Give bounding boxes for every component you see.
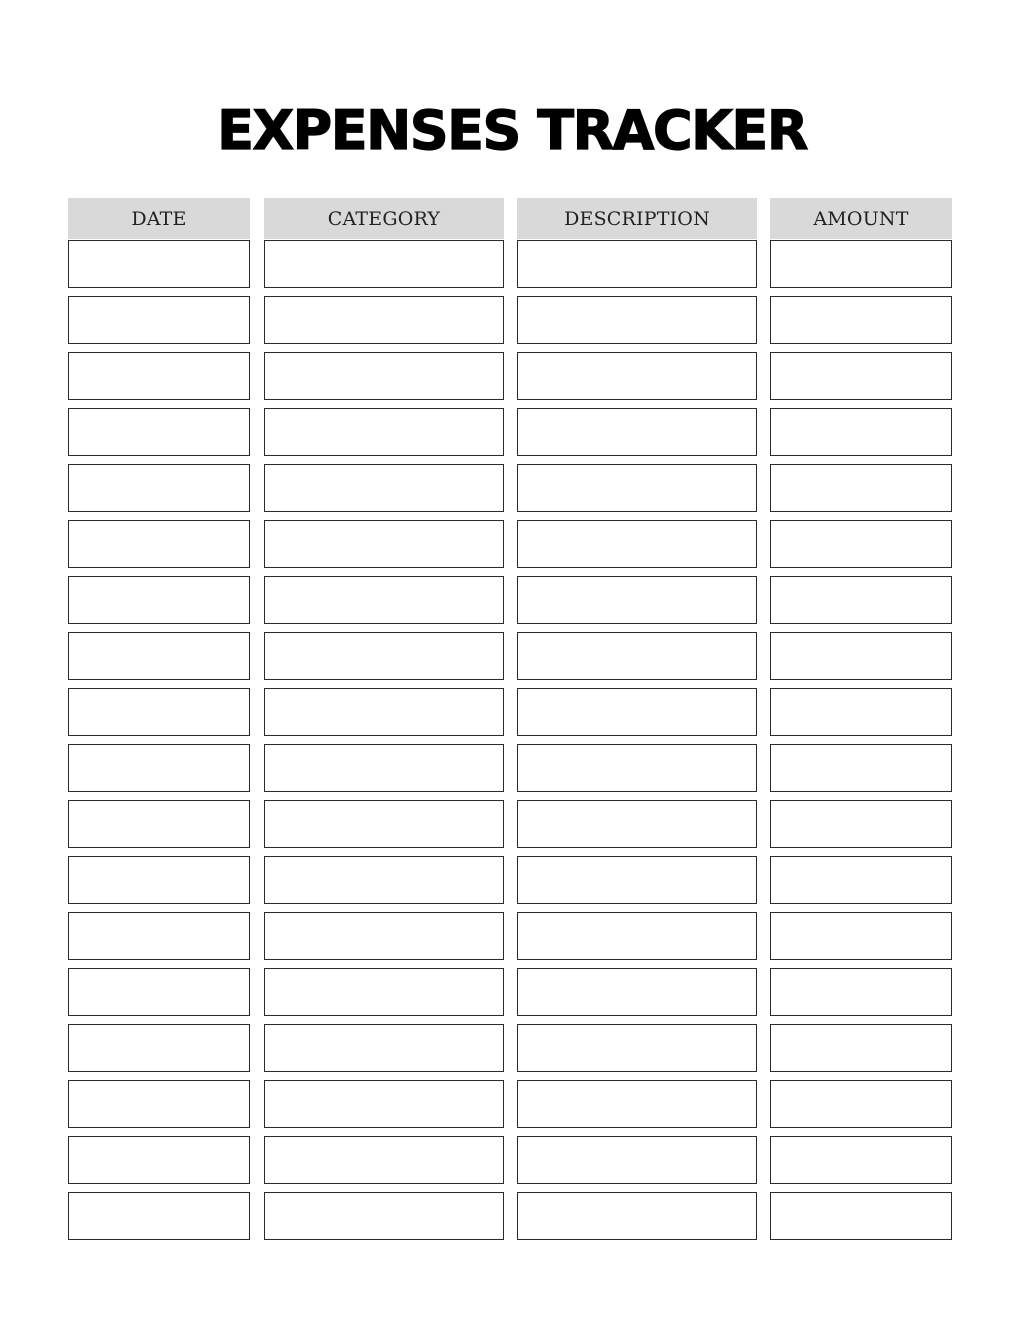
amount-entry-field[interactable]	[770, 688, 952, 736]
description-entry-field[interactable]	[517, 576, 757, 624]
description-entry-field[interactable]	[517, 856, 757, 904]
description-entry-field[interactable]	[517, 1192, 757, 1240]
amount-entry-field[interactable]	[770, 632, 952, 680]
category-entry-field[interactable]	[264, 408, 504, 456]
amount-entry-field[interactable]	[770, 968, 952, 1016]
category-entry-field[interactable]	[264, 240, 504, 288]
column-cells-category	[264, 240, 504, 1240]
date-entry-field[interactable]	[68, 632, 250, 680]
amount-entry-field[interactable]	[770, 856, 952, 904]
amount-entry-field[interactable]	[770, 744, 952, 792]
description-entry-field[interactable]	[517, 632, 757, 680]
date-entry-field[interactable]	[68, 800, 250, 848]
category-entry-field[interactable]	[264, 856, 504, 904]
category-entry-field[interactable]	[264, 520, 504, 568]
category-entry-field[interactable]	[264, 576, 504, 624]
description-entry-field[interactable]	[517, 688, 757, 736]
date-entry-field[interactable]	[68, 1192, 250, 1240]
date-entry-field[interactable]	[68, 240, 250, 288]
description-entry-field[interactable]	[517, 800, 757, 848]
date-entry-field[interactable]	[68, 352, 250, 400]
amount-entry-field[interactable]	[770, 1080, 952, 1128]
category-entry-field[interactable]	[264, 1080, 504, 1128]
column-category	[264, 198, 504, 1248]
date-entry-field[interactable]	[68, 1080, 250, 1128]
date-entry-field[interactable]	[68, 912, 250, 960]
description-entry-field[interactable]	[517, 1136, 757, 1184]
description-entry-field[interactable]	[517, 352, 757, 400]
description-entry-field[interactable]	[517, 240, 757, 288]
description-entry-field[interactable]	[517, 520, 757, 568]
description-entry-field[interactable]	[517, 296, 757, 344]
date-entry-field[interactable]	[68, 744, 250, 792]
column-cells-amount	[770, 240, 952, 1240]
column-description	[517, 198, 757, 1248]
column-header-description: DESCRIPTION	[517, 198, 757, 239]
amount-entry-field[interactable]	[770, 352, 952, 400]
amount-entry-field[interactable]	[770, 296, 952, 344]
description-entry-field[interactable]	[517, 1080, 757, 1128]
column-cells-date	[68, 240, 250, 1240]
description-entry-field[interactable]	[517, 968, 757, 1016]
description-entry-field[interactable]	[517, 408, 757, 456]
amount-entry-field[interactable]	[770, 464, 952, 512]
amount-entry-field[interactable]	[770, 912, 952, 960]
category-entry-field[interactable]	[264, 464, 504, 512]
date-entry-field[interactable]	[68, 1024, 250, 1072]
date-entry-field[interactable]	[68, 1136, 250, 1184]
category-entry-field[interactable]	[264, 800, 504, 848]
amount-entry-field[interactable]	[770, 408, 952, 456]
category-entry-field[interactable]	[264, 1192, 504, 1240]
column-header-category: CATEGORY	[264, 198, 504, 239]
amount-entry-field[interactable]	[770, 800, 952, 848]
page-title: EXPENSES TRACKER	[217, 99, 807, 162]
category-entry-field[interactable]	[264, 744, 504, 792]
date-entry-field[interactable]	[68, 520, 250, 568]
amount-entry-field[interactable]	[770, 1024, 952, 1072]
column-date	[68, 198, 250, 1248]
date-entry-field[interactable]	[68, 688, 250, 736]
description-entry-field[interactable]	[517, 912, 757, 960]
date-entry-field[interactable]	[68, 408, 250, 456]
column-header-amount: AMOUNT	[770, 198, 952, 239]
category-entry-field[interactable]	[264, 352, 504, 400]
date-entry-field[interactable]	[68, 576, 250, 624]
date-entry-field[interactable]	[68, 968, 250, 1016]
column-amount	[770, 198, 952, 1248]
amount-entry-field[interactable]	[770, 520, 952, 568]
category-entry-field[interactable]	[264, 1136, 504, 1184]
category-entry-field[interactable]	[264, 296, 504, 344]
column-cells-description	[517, 240, 757, 1240]
description-entry-field[interactable]	[517, 464, 757, 512]
date-entry-field[interactable]	[68, 464, 250, 512]
description-entry-field[interactable]	[517, 744, 757, 792]
category-entry-field[interactable]	[264, 912, 504, 960]
category-entry-field[interactable]	[264, 632, 504, 680]
amount-entry-field[interactable]	[770, 240, 952, 288]
date-entry-field[interactable]	[68, 856, 250, 904]
category-entry-field[interactable]	[264, 688, 504, 736]
description-entry-field[interactable]	[517, 1024, 757, 1072]
category-entry-field[interactable]	[264, 1024, 504, 1072]
column-header-date: DATE	[68, 198, 250, 239]
amount-entry-field[interactable]	[770, 1136, 952, 1184]
amount-entry-field[interactable]	[770, 1192, 952, 1240]
category-entry-field[interactable]	[264, 968, 504, 1016]
date-entry-field[interactable]	[68, 296, 250, 344]
amount-entry-field[interactable]	[770, 576, 952, 624]
